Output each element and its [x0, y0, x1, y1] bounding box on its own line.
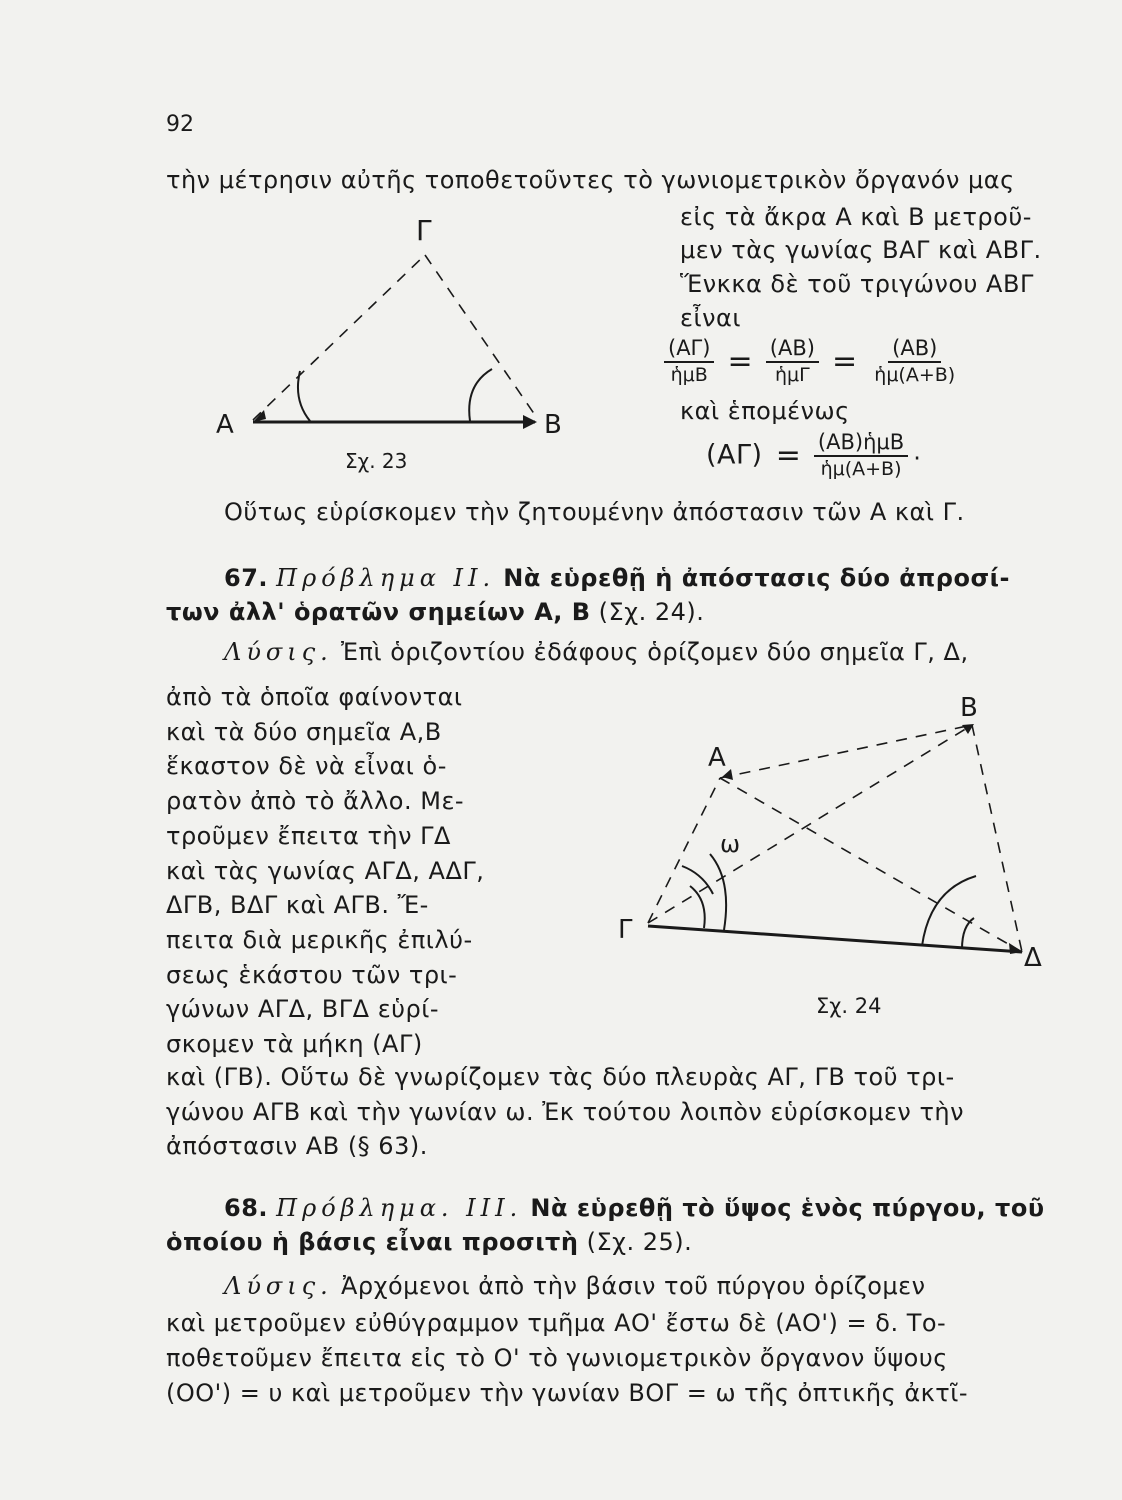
angle-b-arc — [469, 369, 492, 421]
problem-68-number: 68. — [224, 1194, 269, 1222]
figure-23 — [200, 205, 580, 475]
f2-numerator: (ΑΒ) — [766, 336, 819, 363]
formula-ratio — [664, 336, 959, 386]
arrow-a — [253, 410, 266, 422]
side-gb — [425, 255, 535, 415]
segment-ab — [720, 725, 972, 778]
body-line: ποθετοῦμεν ἔπειτα εἰς τὸ Ο' τὸ γωνιομετρικὸν ὄργανον ὕψους — [166, 1344, 948, 1372]
problem-68-solution-first — [224, 1272, 926, 1300]
angle-g-arc-inner — [690, 886, 705, 928]
omega-arc — [682, 866, 713, 894]
angle-d-arc-outer — [922, 876, 976, 946]
label-g: Γ — [618, 915, 633, 945]
result-lhs: (ΑΓ) — [706, 439, 763, 471]
end-line: ἀπόστασιν ΑΒ (§ 63). — [166, 1132, 428, 1161]
body-line: (ΟΟ') = υ καὶ μετροῦμεν τὴν γωνίαν ΒΟΓ = ω τῆς ὀπτικῆς ἀκτῖ- — [166, 1379, 969, 1407]
problem-68-first-line: Ἀρχόμενοι ἀπὸ τὴν βάσιν τοῦ πύργου ὁρίζομεν — [340, 1272, 926, 1300]
left-line: πειτα διὰ μερικῆς ἐπιλύ- — [166, 925, 473, 954]
equals-sign: = — [775, 437, 801, 473]
problem-67-statement: Νὰ εὑρεθῇ ἡ ἀπόστασις δύο ἀπροσί- — [503, 564, 1010, 592]
f1-denominator: ἡμΒ — [670, 364, 708, 386]
label-b: Β — [960, 693, 978, 723]
page-number: 92 — [166, 112, 194, 137]
problem-68-ref: (Σχ. 25). — [586, 1228, 693, 1256]
intro-line-3: μεν τὰς γωνίας ΒΑΓ καὶ ΑΒΓ. — [680, 236, 1042, 264]
end-line: γώνου ΑΓΒ καὶ τὴν γωνίαν ω. Ἐκ τούτου λοιπὸν εὑρίσκομεν τὴν — [166, 1097, 965, 1126]
angle-a-arc — [298, 371, 310, 421]
label-omega: ω — [720, 830, 741, 858]
label-g: Γ — [416, 214, 432, 247]
problem-68-label: Πρόβλημα. ΙΙΙ. — [276, 1194, 523, 1222]
label-d: Δ — [1024, 943, 1042, 973]
caption-23: Σχ. 23 — [345, 449, 408, 473]
problem-67-first-line: Ἐπὶ ὁριζοντίου ἐδάφους ὁρίζομεν δύο σημεῖα Γ, Δ, — [340, 638, 969, 666]
left-line: σκομεν τὰ μήκη (ΑΓ) — [166, 1030, 423, 1059]
problem-67-solution-first — [224, 638, 969, 666]
result-denominator: ἡμ(Α+Β) — [820, 458, 902, 480]
segment-ad — [720, 778, 1022, 952]
left-line: σεως ἑκάστου τῶν τρι- — [166, 960, 458, 989]
problem-67-left-column — [166, 680, 484, 1062]
left-line: γώνων ΑΓΔ, ΒΓΔ εὑρί- — [166, 995, 440, 1024]
f3-numerator: (ΑΒ) — [888, 336, 941, 363]
left-line: ρατὸν ἀπὸ τὸ ἄλλο. Με- — [166, 787, 465, 816]
problem-68-heading-2 — [166, 1228, 692, 1256]
equals-sign: = — [727, 343, 753, 379]
problem-68-statement: Νὰ εὑρεθῇ τὸ ὕψος ἑνὸς πύργου, τοῦ — [530, 1194, 1045, 1222]
left-line: ἀπὸ τὰ ὁποῖα φαίνονται — [166, 683, 463, 711]
problem-67-heading-2 — [166, 598, 704, 626]
problem-68-solution-label: Λύσις. — [224, 1272, 333, 1300]
intro-line-1: τὴν μέτρησιν αὐτῆς τοποθετοῦντες τὸ γωνιομετρικὸν ὄργανόν μας — [166, 166, 1015, 194]
intro-line-5: εἶναι — [680, 304, 741, 332]
problem-67-ref: (Σχ. 24). — [598, 598, 705, 626]
left-line: καὶ τὰς γωνίας ΑΓΔ, ΑΔΓ, — [166, 856, 485, 885]
problem-67-statement-2: των ἀλλ' ὁρατῶν σημείων Α, Β — [166, 598, 591, 626]
body-line: καὶ μετροῦμεν εὐθύγραμμον τμῆμα ΑΟ' ἔστω δὲ (ΑΟ') = δ. Το- — [166, 1309, 947, 1337]
problem-67-heading — [224, 564, 1010, 592]
formula-result — [706, 430, 921, 480]
problem-68-heading — [224, 1194, 1045, 1222]
figure-24 — [600, 690, 1070, 1030]
intro-line-2: εἰς τὰ ἄκρα Α καὶ Β μετροῦ- — [680, 203, 1032, 231]
left-line: ἕκαστον δὲ νὰ εἶναι ὁ- — [166, 752, 447, 781]
problem-68-body — [166, 1306, 968, 1411]
side-ag — [253, 255, 425, 420]
f1-numerator: (ΑΓ) — [664, 336, 714, 363]
arrow-b — [523, 415, 537, 429]
result-numerator: (ΑΒ)ἡμΒ — [814, 430, 908, 457]
label-a: Α — [708, 743, 726, 773]
problem-67-label: Πρόβλημα ΙΙ. — [276, 564, 496, 592]
left-line: ΔΓΒ, ΒΔΓ καὶ ΑΓΒ. Ἔ- — [166, 891, 429, 920]
intro-line-6: καὶ ἑπομένως — [680, 397, 850, 425]
equals-sign: = — [832, 343, 858, 379]
problem-68-statement-2: ὁποίου ἡ βάσις εἶναι προσιτὴ — [166, 1228, 579, 1256]
f3-denominator: ἡμ(Α+Β) — [874, 364, 956, 386]
label-b: Β — [544, 410, 562, 440]
intro-conclusion: Οὕτως εὑρίσκομεν τὴν ζητουμένην ἀπόστασιν τῶν Α καὶ Γ. — [224, 498, 965, 526]
caption-24: Σχ. 24 — [816, 994, 882, 1018]
end-line: καὶ (ΓΒ). Οὕτω δὲ γνωρίζομεν τὰς δύο πλευρὰς ΑΓ, ΓΒ τοῦ τρι- — [166, 1063, 955, 1091]
problem-67-number: 67. — [224, 564, 269, 592]
intro-line-4: Ἕνκκα δὲ τοῦ τριγώνου ΑΒΓ — [680, 270, 1034, 298]
problem-67-solution-label: Λύσις. — [224, 638, 333, 666]
problem-67-end — [166, 1060, 964, 1164]
f2-denominator: ἡμΓ — [775, 364, 810, 386]
label-a: Α — [216, 410, 234, 440]
left-line: καὶ τὰ δύο σημεῖα Α,Β — [166, 717, 442, 746]
segment-bd — [972, 725, 1022, 952]
left-line: τροῦμεν ἔπειτα τὴν ΓΔ — [166, 821, 451, 850]
result-period: . — [913, 437, 922, 466]
